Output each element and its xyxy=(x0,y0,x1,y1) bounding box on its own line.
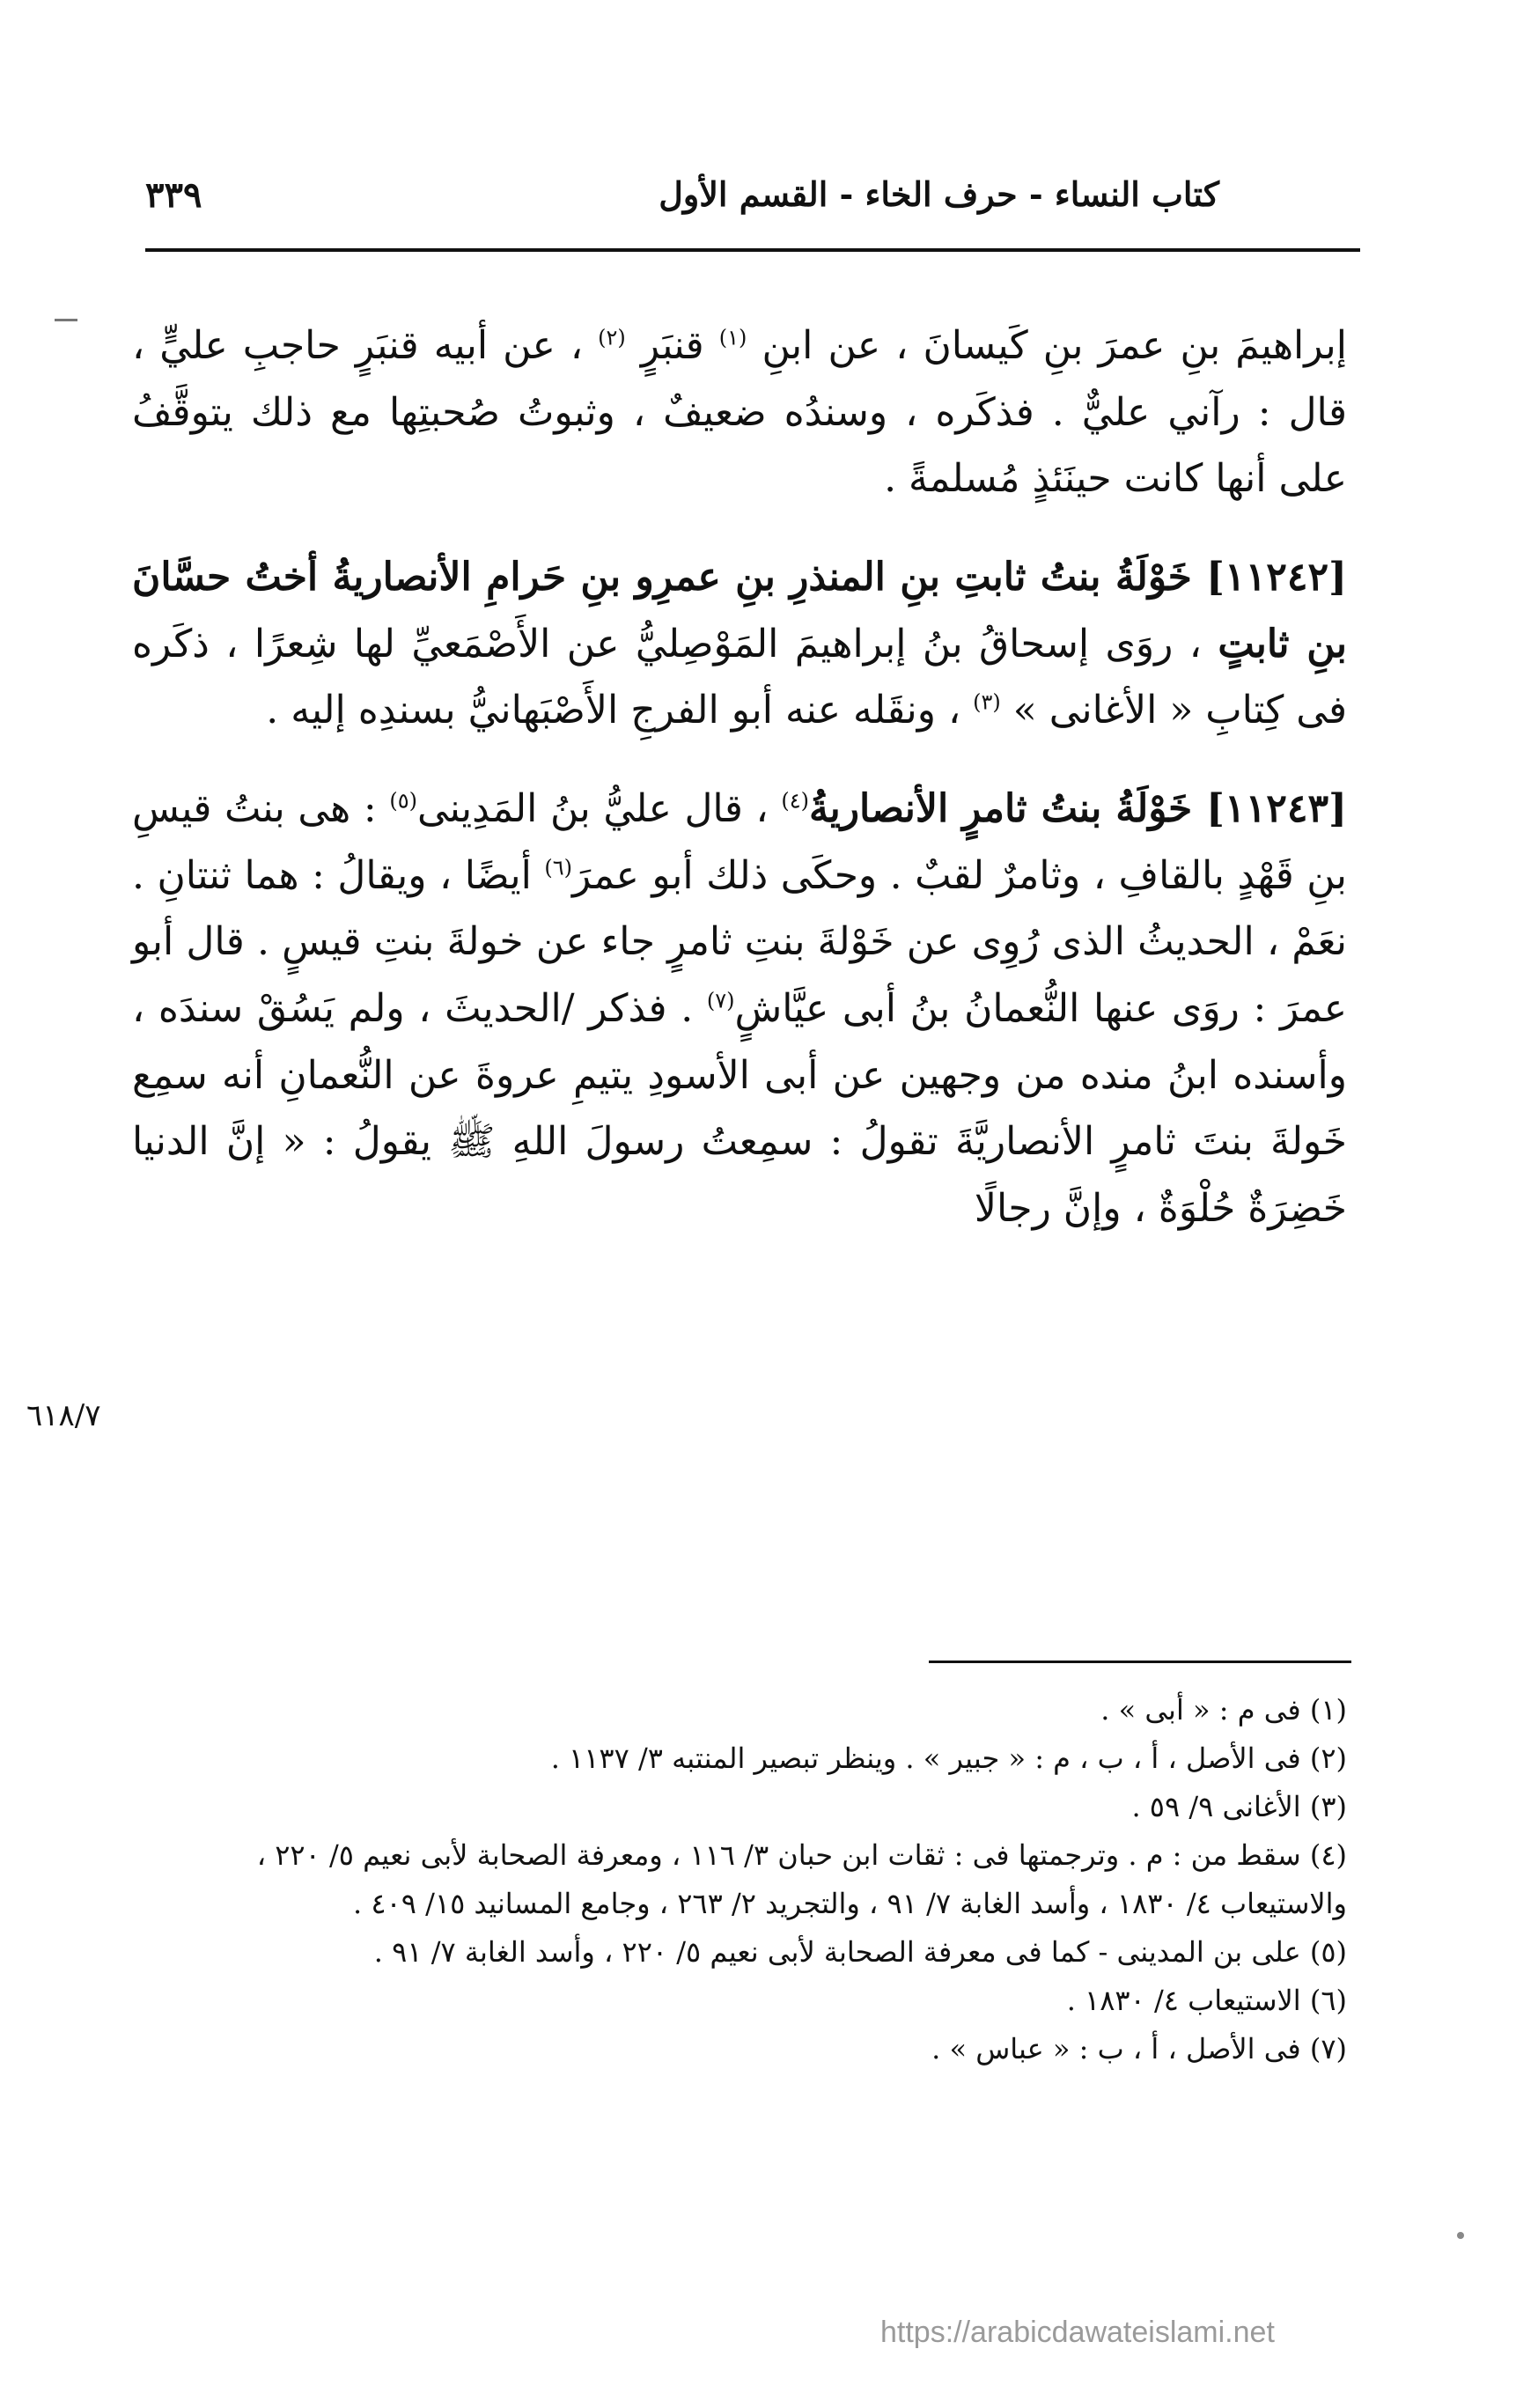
entry-heading: [١١٢٤٢] خَوْلَةُ بنتُ ثابتِ بنِ المنذرِ بنِ عمرِو بنِ حَرامِ الأنصاريةُ أختُ حسَّانَ بنِ ثابتٍ xyxy=(132,555,1347,666)
scan-mark xyxy=(55,319,77,321)
footnote: (٤) سقط من : م . وترجمتها فى : ثقات ابن حبان ٣/ ١١٦ ، ومعرفة الصحابة لأبى نعيم ٥/ ٢٢٠ ، والاستيعاب ٤/ ١٨٣٠ ، وأسد الغابة ٧/ ٩١ ، والتجريد ٢/ ٢٦٣ ، وجامع المسانيد ١٥/ ٤٠٩ . xyxy=(256,1838,1347,1921)
scan-dot xyxy=(1457,2232,1464,2239)
footnote: (١) فى م : « أبى » . xyxy=(1100,1693,1347,1727)
footnote: (٥) على بن المدينى - كما فى معرفة الصحابة لأبى نعيم ٥/ ٢٢٠ ، وأسد الغابة ٧/ ٩١ . xyxy=(373,1935,1347,1970)
page-number: ٣٣٩ xyxy=(145,174,202,216)
footnote: (٦) الاستيعاب ٤/ ١٨٣٠ . xyxy=(1066,1984,1347,2018)
footnote: (٣) الأغانى ٩/ ٥٩ . xyxy=(1131,1790,1347,1824)
entry-heading: [١١٢٤٣] خَوْلَةُ بنتُ ثامرٍ الأنصاريةُ xyxy=(808,786,1347,832)
paragraph-continuation: إبراهيمَ بنِ عمرَ بنِ كَيسانَ ، عن ابنِ $^{(١)}$ قنبَرٍ $^{(٢)}$ ، عن أبيه قنبَرٍ حاجبِ عليٍّ ، قال : رآني عليٌّ . فذكَره ، وسندُه ضعيفٌ ، وثبوتُ صُحبتِها مع ذلك يتوقَّفُ على أنها كانت حينَئذٍ مُسلمةً . xyxy=(132,323,1347,502)
watermark-url: https://arabicdawateislami.net xyxy=(880,2316,1275,2349)
footnote: (٢) فى الأصل ، أ ، ب ، م : « جبير » . وينظر تبصير المنتبه ٣/ ١١٣٧ . xyxy=(550,1742,1347,1776)
footnotes xyxy=(132,1686,1347,2073)
footnote-ref: (٢) xyxy=(598,325,626,350)
running-header xyxy=(145,174,1360,236)
main-text xyxy=(132,313,1347,1242)
margin-reference: ٦١٨/٧ xyxy=(26,1398,101,1433)
header-title: كتاب النساء - حرف الخاء - القسم الأول xyxy=(659,174,1219,214)
footnote-ref: (٥) xyxy=(389,788,417,814)
footnote-ref: (٧) xyxy=(706,988,735,1013)
entry-11242: [١١٢٤٢] خَوْلَةُ بنتُ ثابتِ بنِ المنذرِ بنِ عمرِو بنِ حَرامِ الأنصاريةُ أختُ حسَّانَ بنِ ثابتٍ ، روَى إسحاقُ بنُ إبراهيمَ المَوْصِليُّ عن الأَصْمَعيِّ لها شِعرًا ، ذكَره فى كِتابِ « الأغانى » $^{(٣)}$ ، ونقَله عنه أبو الفرجِ الأَصْبَهانيُّ بسندِه إليه . xyxy=(132,555,1347,733)
header-rule xyxy=(145,248,1360,252)
entry-11243: [١١٢٤٣] خَوْلَةُ بنتُ ثامرٍ الأنصاريةُ$^{(٤)}$ ، قال عليُّ بنُ المَدِينى$^{(٥)}$ : هى بنتُ قيسِ بنِ قَهْدٍ بالقافِ ، وثامرٌ لقبٌ . وحكَى ذلك أبو عمرَ$^{(٦)}$ أيضًا ، ويقالُ : هما ثنتانِ . نعَمْ ، الحديثُ الذى رُوِى عن خَوْلةَ بنتِ ثامرٍ جاء عن خولةَ بنتِ قيسٍ . قال أبو عمرَ : روَى عنها النُّعمانُ بنُ أبى عيَّاشٍ$^{(٧)}$ . فذكر /الحديثَ ، ولم يَسُقْ سندَه ، وأسنده ابنُ منده من وجهين عن أبى الأسودِ يتيمِ عروةَ عن النُّعمانِ أنه سمِع خَولةَ بنتَ ثامرٍ الأنصاريَّةَ تقولُ : سمِعتُ رسولَ اللهِ ﷺ يقولُ : « إنَّ الدنيا خَضِرَةٌ حُلْوَةٌ ، وإنَّ رجالًا xyxy=(132,786,1347,1232)
footnote-ref: (٤) xyxy=(781,788,809,814)
footnote-rule xyxy=(929,1661,1351,1663)
footnote-ref: (١) xyxy=(718,325,747,350)
footnote-ref: (٣) xyxy=(973,689,1001,715)
footnote-ref: (٦) xyxy=(544,855,572,880)
footnote: (٧) فى الأصل ، أ ، ب : « عباس » . xyxy=(931,2032,1347,2066)
